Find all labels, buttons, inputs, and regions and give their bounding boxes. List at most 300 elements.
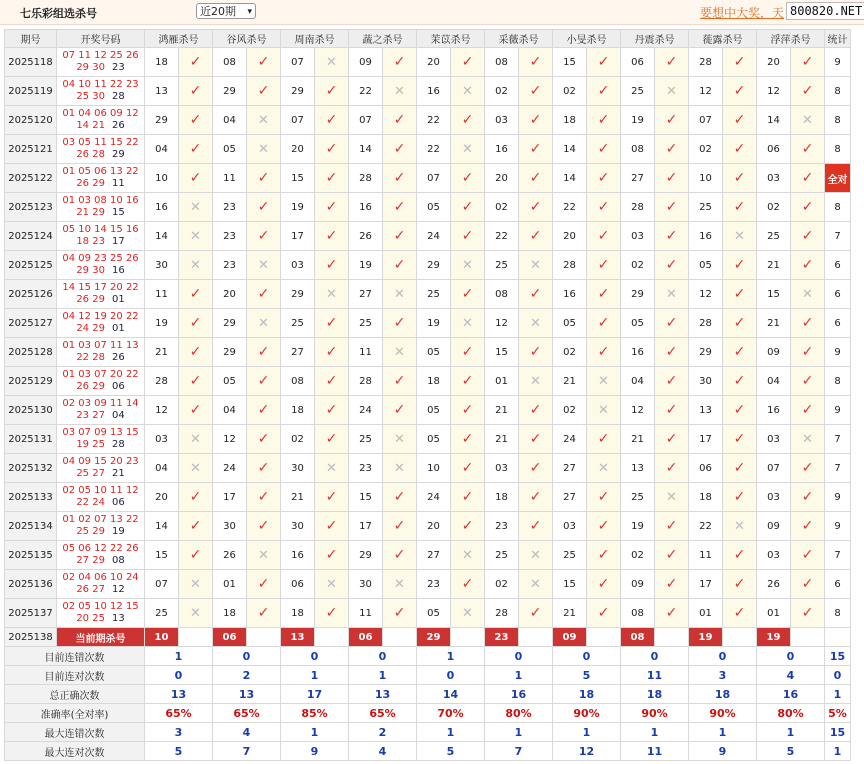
kill-number: 16: [621, 338, 655, 367]
kill-number: 14: [757, 106, 791, 135]
stat-value: 18: [553, 685, 621, 704]
check-icon: ✓: [247, 222, 281, 251]
draw-main-numbers: 07 11 12 25 26: [62, 50, 139, 61]
cross-icon: ✕: [383, 338, 417, 367]
kill-number: 22: [349, 77, 383, 106]
special-number: 15: [111, 207, 125, 218]
check-icon: ✓: [247, 570, 281, 599]
check-icon: ✓: [451, 280, 485, 309]
check-icon: ✓: [723, 309, 757, 338]
kill-number: 03: [757, 425, 791, 454]
row-count: 6: [825, 251, 851, 280]
check-icon: ✓: [587, 193, 621, 222]
check-icon: ✓: [383, 193, 417, 222]
stat-value: 16: [757, 685, 825, 704]
kill-number: 28: [689, 309, 723, 338]
stat-value: 5: [145, 742, 213, 761]
stat-value: 15: [825, 647, 851, 666]
stat-value: 15: [825, 723, 851, 742]
kill-number: 03: [621, 222, 655, 251]
cross-icon: ✕: [383, 425, 417, 454]
check-icon: ✓: [723, 396, 757, 425]
stat-value: 5: [553, 666, 621, 685]
empty-cell: [791, 628, 825, 647]
draw-numbers: [57, 338, 145, 367]
draw-line-two: [57, 323, 144, 335]
check-icon: ✓: [587, 106, 621, 135]
check-icon: ✓: [247, 338, 281, 367]
check-icon: ✓: [179, 367, 213, 396]
table-row: [5, 454, 851, 483]
cross-icon: ✕: [179, 425, 213, 454]
check-icon: ✓: [383, 48, 417, 77]
check-icon: ✓: [519, 222, 553, 251]
period-select[interactable]: [196, 3, 256, 19]
kill-number: 07: [281, 106, 315, 135]
stat-value: 9: [689, 742, 757, 761]
check-icon: ✓: [451, 367, 485, 396]
kill-number: 14: [553, 164, 587, 193]
stat-value: 11: [621, 666, 689, 685]
check-icon: ✓: [791, 309, 825, 338]
kill-number: 05: [621, 309, 655, 338]
stat-value: 3: [689, 666, 757, 685]
check-icon: ✓: [655, 454, 689, 483]
cross-icon: ✕: [451, 251, 485, 280]
draw-main-numbers: 02 05 10 11 12: [62, 485, 139, 496]
cross-icon: ✕: [655, 483, 689, 512]
kill-number: 05: [213, 135, 247, 164]
kill-number: 05: [417, 193, 451, 222]
check-icon: ✓: [247, 48, 281, 77]
kill-number: 27: [281, 338, 315, 367]
column-header: 期号: [5, 30, 57, 48]
check-icon: ✓: [247, 396, 281, 425]
special-number: 28: [111, 439, 125, 450]
current-issue-number: 2025138: [5, 628, 57, 647]
draw-line-two: [57, 584, 144, 596]
row-count: 7: [825, 541, 851, 570]
table-row: [5, 425, 851, 454]
kill-number: 15: [281, 164, 315, 193]
check-icon: ✓: [247, 77, 281, 106]
kill-number: 20: [145, 483, 179, 512]
kill-number: 18: [485, 483, 519, 512]
kill-number: 21: [281, 483, 315, 512]
kill-number: 23: [213, 193, 247, 222]
cross-icon: ✕: [179, 599, 213, 628]
table-row: [5, 541, 851, 570]
site-domain-badge[interactable]: 800820.NET: [786, 2, 864, 20]
draw-line-two: [57, 555, 144, 567]
kill-number: 12: [689, 280, 723, 309]
stat-value: 0: [485, 647, 553, 666]
row-count: 9: [825, 512, 851, 541]
check-icon: ✓: [383, 222, 417, 251]
stat-value: 0: [757, 647, 825, 666]
check-icon: ✓: [383, 396, 417, 425]
check-icon: ✓: [383, 164, 417, 193]
table-row: [5, 599, 851, 628]
kill-number: 16: [485, 135, 519, 164]
special-number: 17: [111, 236, 125, 247]
check-icon: ✓: [655, 541, 689, 570]
check-icon: ✓: [587, 483, 621, 512]
kill-number: 20: [485, 164, 519, 193]
draw-numbers: [57, 425, 145, 454]
stat-value: 13: [145, 685, 213, 704]
cross-icon: ✕: [383, 280, 417, 309]
row-count: 7: [825, 222, 851, 251]
kill-number: 08: [621, 599, 655, 628]
current-kill-label: 当前期杀号: [57, 628, 145, 647]
kill-number: 17: [689, 425, 723, 454]
check-icon: ✓: [247, 483, 281, 512]
kill-number: 03: [485, 454, 519, 483]
stat-label: 目前连对次数: [5, 666, 145, 685]
check-icon: ✓: [519, 483, 553, 512]
kill-number: 02: [621, 251, 655, 280]
check-icon: ✓: [587, 48, 621, 77]
all-correct-badge: 全对: [825, 164, 851, 193]
draw-numbers: [57, 222, 145, 251]
stat-value: 11: [621, 742, 689, 761]
cross-icon: ✕: [519, 251, 553, 280]
cross-icon: ✕: [451, 541, 485, 570]
column-header: 浮萍杀号: [757, 30, 825, 48]
row-count: 9: [825, 338, 851, 367]
kill-number: 22: [553, 193, 587, 222]
kill-number: 29: [213, 77, 247, 106]
kill-number: 25: [621, 77, 655, 106]
kill-number: 20: [757, 48, 791, 77]
draw-numbers: [57, 599, 145, 628]
kill-number: 02: [553, 338, 587, 367]
row-count: 7: [825, 454, 851, 483]
stat-value: 14: [417, 685, 485, 704]
stat-value: 7: [485, 742, 553, 761]
kill-number: 30: [281, 512, 315, 541]
stat-value: 0: [553, 647, 621, 666]
draw-line-two: [57, 526, 144, 538]
kill-number: 26: [349, 222, 383, 251]
kill-number: 04: [213, 106, 247, 135]
kill-number: 29: [145, 106, 179, 135]
kill-number: 25: [349, 425, 383, 454]
kill-number: 29: [621, 280, 655, 309]
check-icon: ✓: [247, 280, 281, 309]
check-icon: ✓: [587, 164, 621, 193]
draw-line-two: [57, 439, 144, 451]
special-number: 11: [111, 178, 125, 189]
check-icon: ✓: [723, 570, 757, 599]
kill-number: 25: [349, 309, 383, 338]
cross-icon: ✕: [451, 135, 485, 164]
kill-number: 22: [689, 512, 723, 541]
special-number: 04: [111, 410, 125, 421]
row-count: 8: [825, 367, 851, 396]
kill-number: 09: [621, 570, 655, 599]
issue-number: 2025126: [5, 280, 57, 309]
draw-main-numbers: 02 04 06 10 24: [62, 572, 139, 583]
stat-label: 总正确次数: [5, 685, 145, 704]
kill-number: 23: [213, 222, 247, 251]
kill-number: 05: [417, 396, 451, 425]
check-icon: ✓: [315, 425, 349, 454]
stat-value: 0: [281, 647, 349, 666]
draw-rest-numbers: 26 29: [76, 178, 105, 189]
draw-rest-numbers: 22 28: [76, 352, 105, 363]
stat-value: 5: [757, 742, 825, 761]
issue-number: 2025125: [5, 251, 57, 280]
kill-number: 25: [281, 309, 315, 338]
kill-number: 21: [145, 338, 179, 367]
kill-number: 25: [417, 280, 451, 309]
stat-value: 7: [213, 742, 281, 761]
stat-value: 0: [825, 666, 851, 685]
kill-number: 25: [553, 541, 587, 570]
current-kill-number: 19: [689, 628, 723, 647]
kill-number: 16: [553, 280, 587, 309]
kill-number: 21: [621, 425, 655, 454]
kill-number: 18: [213, 599, 247, 628]
kill-number: 27: [553, 454, 587, 483]
cross-icon: ✕: [315, 454, 349, 483]
issue-number: 2025121: [5, 135, 57, 164]
kill-number: 03: [485, 106, 519, 135]
issue-number: 2025136: [5, 570, 57, 599]
kill-number: 22: [485, 222, 519, 251]
stat-row: [5, 685, 851, 704]
stat-value: 1: [757, 723, 825, 742]
issue-number: 2025128: [5, 338, 57, 367]
stat-value: 3: [145, 723, 213, 742]
cross-icon: ✕: [519, 541, 553, 570]
stat-value: 90%: [553, 704, 621, 723]
kill-number: 16: [757, 396, 791, 425]
special-number: 21: [111, 468, 125, 479]
draw-rest-numbers: 29 30: [76, 62, 105, 73]
stat-row: [5, 666, 851, 685]
kill-number: 14: [145, 222, 179, 251]
kill-number: 01: [689, 599, 723, 628]
check-icon: ✓: [519, 106, 553, 135]
cross-icon: ✕: [179, 570, 213, 599]
kill-number: 02: [485, 193, 519, 222]
draw-numbers: [57, 193, 145, 222]
stat-value: 1: [145, 647, 213, 666]
check-icon: ✓: [791, 599, 825, 628]
current-kill-number: 19: [757, 628, 791, 647]
stat-value: 90%: [689, 704, 757, 723]
check-icon: ✓: [587, 135, 621, 164]
check-icon: ✓: [723, 599, 757, 628]
stat-value: 1: [825, 742, 851, 761]
kill-number: 10: [689, 164, 723, 193]
special-number: 13: [111, 613, 125, 624]
kill-number: 12: [213, 425, 247, 454]
kill-number: 15: [553, 48, 587, 77]
kill-number: 14: [145, 512, 179, 541]
check-icon: ✓: [247, 425, 281, 454]
table-row: [5, 135, 851, 164]
check-icon: ✓: [655, 512, 689, 541]
kill-number: 14: [349, 135, 383, 164]
special-number: 06: [111, 497, 125, 508]
kill-number: 08: [281, 367, 315, 396]
kill-number: 15: [553, 570, 587, 599]
check-icon: ✓: [451, 48, 485, 77]
check-icon: ✓: [315, 193, 349, 222]
kill-number: 07: [145, 570, 179, 599]
check-icon: ✓: [791, 454, 825, 483]
kill-number: 19: [349, 251, 383, 280]
cross-icon: ✕: [383, 454, 417, 483]
check-icon: ✓: [791, 541, 825, 570]
check-icon: ✓: [519, 280, 553, 309]
kill-number: 16: [417, 77, 451, 106]
kill-number: 05: [417, 425, 451, 454]
check-icon: ✓: [451, 338, 485, 367]
row-count: 8: [825, 193, 851, 222]
issue-number: 2025118: [5, 48, 57, 77]
check-icon: ✓: [587, 512, 621, 541]
check-icon: ✓: [519, 48, 553, 77]
draw-numbers: [57, 454, 145, 483]
kill-number: 30: [689, 367, 723, 396]
check-icon: ✓: [179, 77, 213, 106]
issue-number: 2025135: [5, 541, 57, 570]
draw-line-two: [57, 178, 144, 190]
check-icon: ✓: [519, 338, 553, 367]
check-icon: ✓: [791, 48, 825, 77]
stat-value: 1: [485, 666, 553, 685]
kill-number: 16: [689, 222, 723, 251]
check-icon: ✓: [451, 425, 485, 454]
kill-number: 07: [281, 48, 315, 77]
stat-value: 13: [213, 685, 281, 704]
check-icon: ✓: [791, 338, 825, 367]
column-header: 采薇杀号: [485, 30, 553, 48]
stat-value: 0: [349, 647, 417, 666]
kill-number: 03: [757, 164, 791, 193]
draw-rest-numbers: 27 29: [76, 555, 105, 566]
kill-number: 08: [621, 135, 655, 164]
empty-cell: [825, 628, 851, 647]
check-icon: ✓: [383, 483, 417, 512]
kill-number: 05: [213, 367, 247, 396]
check-icon: ✓: [519, 425, 553, 454]
kill-number: 21: [553, 599, 587, 628]
cross-icon: ✕: [655, 280, 689, 309]
kill-number: 28: [689, 48, 723, 77]
check-icon: ✓: [315, 309, 349, 338]
issue-number: 2025119: [5, 77, 57, 106]
kill-number: 12: [485, 309, 519, 338]
check-icon: ✓: [451, 396, 485, 425]
check-icon: ✓: [451, 570, 485, 599]
check-icon: ✓: [791, 77, 825, 106]
check-icon: ✓: [179, 338, 213, 367]
check-icon: ✓: [587, 222, 621, 251]
check-icon: ✓: [723, 280, 757, 309]
kill-number: 25: [689, 193, 723, 222]
column-header: 鸿雁杀号: [145, 30, 213, 48]
cross-icon: ✕: [451, 77, 485, 106]
check-icon: ✓: [723, 106, 757, 135]
check-icon: ✓: [723, 251, 757, 280]
table-row: [5, 164, 851, 193]
draw-rest-numbers: 24 29: [76, 323, 105, 334]
kill-number: 19: [145, 309, 179, 338]
cross-icon: ✕: [247, 309, 281, 338]
row-count: 8: [825, 135, 851, 164]
check-icon: ✓: [315, 251, 349, 280]
stat-value: 13: [349, 685, 417, 704]
stat-value: 1: [553, 723, 621, 742]
cross-icon: ✕: [247, 135, 281, 164]
kill-number: 18: [553, 106, 587, 135]
page-title: 七乐彩组选杀号: [20, 7, 97, 20]
table-row: [5, 251, 851, 280]
draw-numbers: [57, 106, 145, 135]
check-icon: ✓: [315, 483, 349, 512]
draw-main-numbers: 04 10 11 22 23: [62, 79, 139, 90]
stat-value: 2: [213, 666, 281, 685]
kill-number: 13: [621, 454, 655, 483]
check-icon: ✓: [315, 367, 349, 396]
check-icon: ✓: [655, 367, 689, 396]
check-icon: ✓: [315, 512, 349, 541]
kill-number: 04: [621, 367, 655, 396]
check-icon: ✓: [723, 483, 757, 512]
draw-numbers: [57, 280, 145, 309]
column-header: 蔬之杀号: [349, 30, 417, 48]
stat-value: 17: [281, 685, 349, 704]
kill-number: 02: [553, 396, 587, 425]
check-icon: ✓: [383, 599, 417, 628]
cross-icon: ✕: [587, 454, 621, 483]
draw-main-numbers: 01 05 06 13 22: [62, 166, 139, 177]
special-number: 26: [111, 352, 125, 363]
current-kill-number: 08: [621, 628, 655, 647]
special-number: 06: [111, 381, 125, 392]
column-header: 蓰露杀号: [689, 30, 757, 48]
check-icon: ✓: [519, 164, 553, 193]
table-row: [5, 309, 851, 338]
kill-number: 09: [349, 48, 383, 77]
kill-number: 20: [553, 222, 587, 251]
promo-link[interactable]: 要想中大奖，天: [700, 6, 785, 20]
check-icon: ✓: [655, 135, 689, 164]
check-icon: ✓: [791, 135, 825, 164]
kill-number: 21: [757, 251, 791, 280]
draw-line-two: [57, 265, 144, 277]
stat-value: 70%: [417, 704, 485, 723]
draw-main-numbers: 04 12 19 20 22: [62, 311, 139, 322]
stat-value: 4: [757, 666, 825, 685]
draw-rest-numbers: 25 29: [76, 526, 105, 537]
check-icon: ✓: [587, 541, 621, 570]
check-icon: ✓: [383, 135, 417, 164]
stat-row: [5, 704, 851, 723]
kill-number: 28: [621, 193, 655, 222]
special-number: 01: [111, 294, 125, 305]
kill-number: 10: [145, 164, 179, 193]
row-count: 8: [825, 599, 851, 628]
stat-value: 2: [349, 723, 417, 742]
check-icon: ✓: [451, 454, 485, 483]
